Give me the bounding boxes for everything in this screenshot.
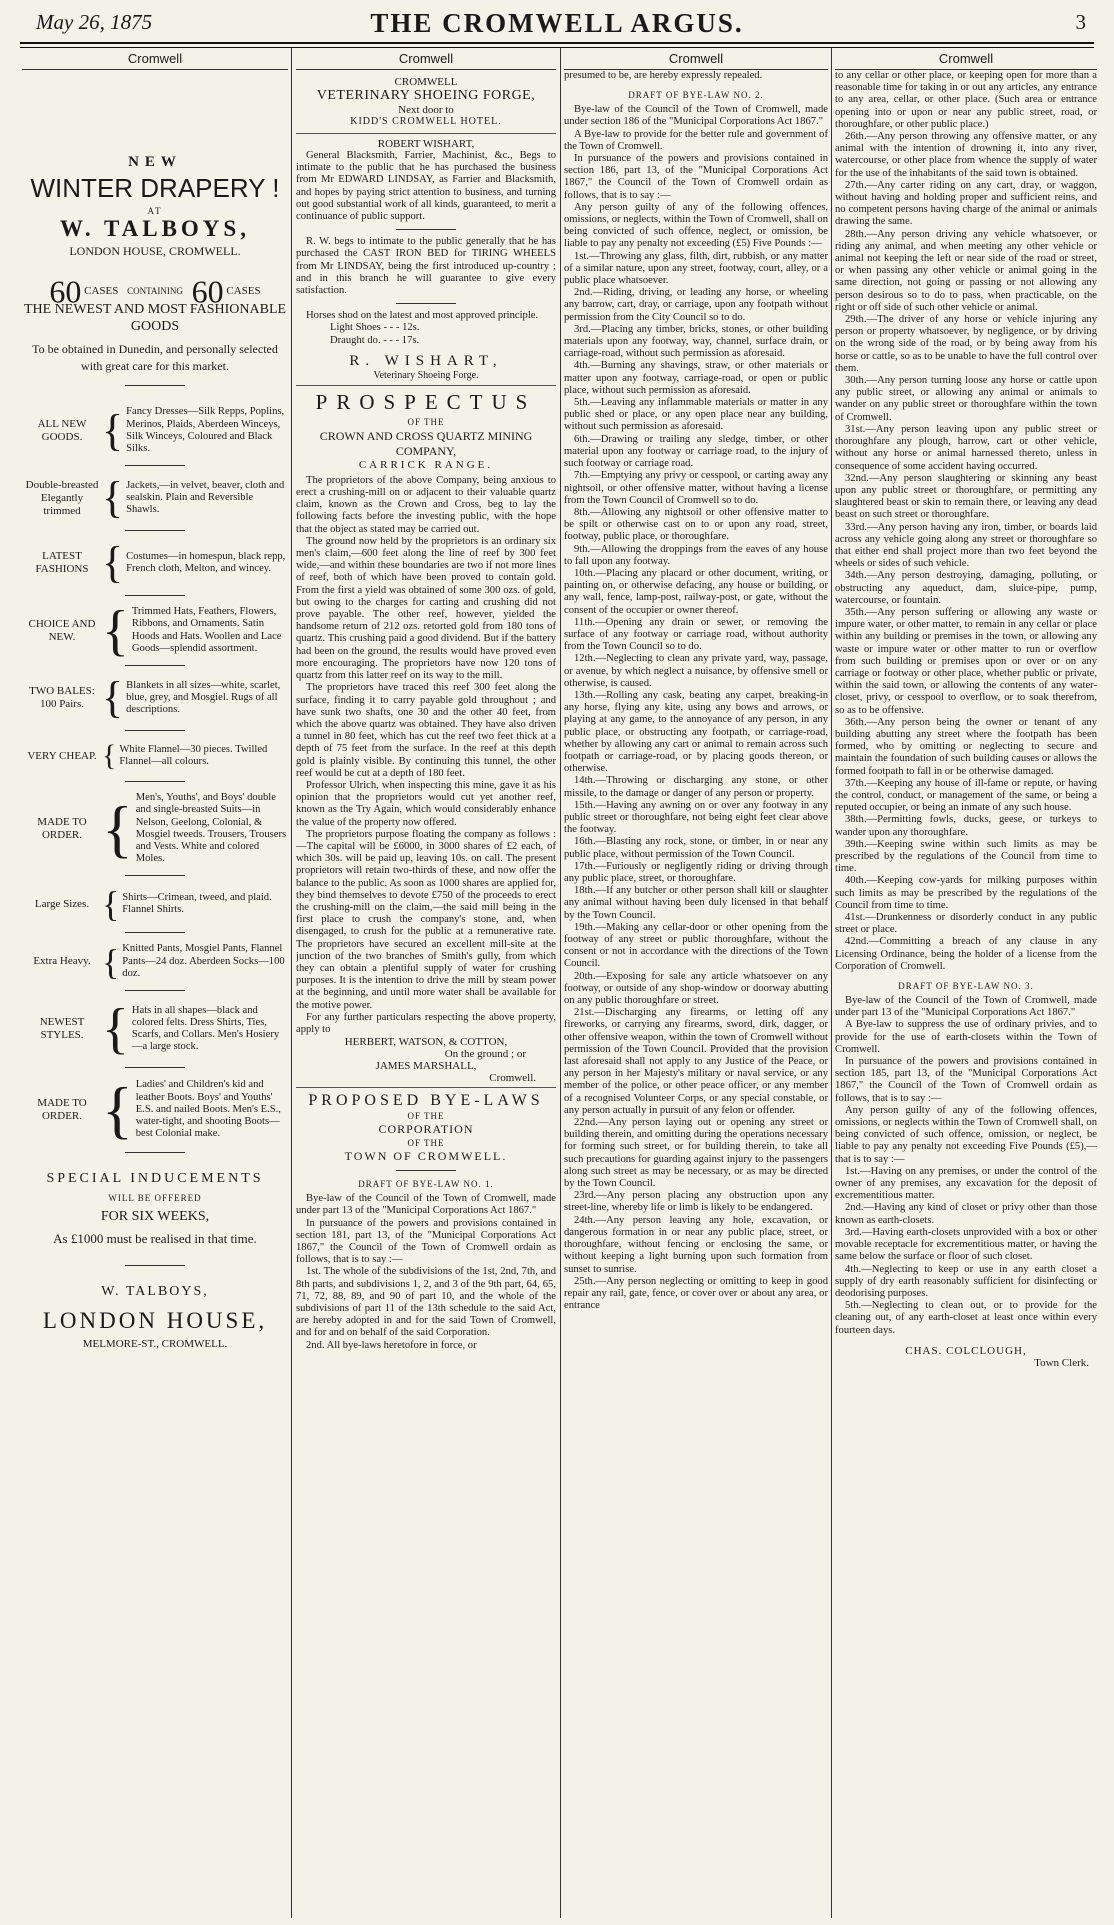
- byelaw-clause: 1st.—Having on any premises, or under the control of the owner of any premises, any excavation for the deposit of excrementitious matter.: [835, 1165, 1097, 1202]
- sig-london-house: LONDON HOUSE,: [42, 1307, 268, 1333]
- byelaw-clause: 3rd.—Having earth-closets unprovided with a box or other movable receptacle for excrementitious matter, or having the same below the surface or floor of such closet.: [835, 1226, 1097, 1263]
- byelaw-clause: 40th.—Keeping cow-yards for milking purposes within such limits as may be prescribed by the regulations of the Council from time to time.: [835, 875, 1097, 911]
- byelaw-text: Any person guilty of any of the following offences, omissions, or neglects within the Town of Cromwell shall, on being convicted of such offence, omission, or neglect, be liable to pay any penalty not exceeding Five Pounds (£5),—that is to say :—: [835, 1104, 1097, 1165]
- byelaw-clause: 32nd.—Any person slaughtering or skinning any beast upon any public street or thoroughfare, or permitting any slaughtered beast or skin to remain there, or leaving any dead beast on such street or thoroughfare.: [835, 472, 1097, 521]
- byelaw-clause: 8th.—Allowing any nightsoil or other offensive matter to be spilt or otherwise cast on to or upon any road, street, footway, public place, or thoroughfare.: [564, 506, 828, 543]
- byelaw-text: Bye-law of the Council of the Town of Cromwell, made under section 186 of the "Municipal Corporations Act 1867.": [564, 104, 828, 128]
- byelaw-clause: 17th.—Furiously or negligently riding or driving through any public place, street, or thoroughfare.: [564, 860, 828, 884]
- prospectus-text: The ground now held by the proprietors is an ordinary six men's claim,—600 feet along the line of reef by 300 feet wide,—and within these boundaries are two if not more lines of reef, both of which have been proved to contain gold. From the first a yield was obtained of some 300 ozs. of gold, but owing to the charges for carting and crushing did not prove payable. The other reef, however, yielded the handsome return of 212 ozs. retorted gold from 180 tons of quartz. This crushing paid a good dividend. But if the battery had been on the ground, the results would have proved even more encouraging. The proprietors have now 120 tons of quartz from this latter reef on its way to the mill.: [296, 535, 556, 682]
- agent-name: HERBERT, WATSON, & COTTON,: [344, 1036, 508, 1049]
- byelaw-clause: 21st.—Discharging any firearms, or letting off any fireworks, or carrying any firearms, sword, dirk, dagger, or other offensive weapon, within the town of Cromwell without permission of the Town Council. Provided that the provision last aforesaid shall not apply to any Justice of the Peace, or any person in her Majesty's military or naval service, or any member of the police, or other peace officer, or any member of a recognised Volunteer Corps, or any special constable, or any person actually in pursuit of any felon or offender.: [564, 1007, 828, 1116]
- goods-row: CHOICE AND NEW. { Trimmed Hats, Feathers, Flowers, Ribbons, and Ornaments. Satin Hoods and Hats. Woollen and Lace Goods—splendid assortment.: [22, 606, 288, 655]
- ad-winter-drapery: WINTER DRAPERY !: [30, 173, 280, 203]
- goods-items: Blankets in all sizes—white, scarlet, blue, grey, and Mosgiel. Rugs of all descriptions.: [126, 679, 281, 716]
- goods-label: VERY CHEAP.: [27, 749, 97, 762]
- byelaw-clause: 29th.—The driver of any horse or vehicle injuring any person or property whatsoever, by negligence, or by driving on the wrong side of the road, or by being away from his horse or cattle, so as to be unable to have the full control over them.: [835, 314, 1097, 374]
- byelaw-clause: 7th.—Emptying any privy or cesspool, or carting away any nightsoil, or other offensive matter, without having a license from the Town Council of Cromwell so to do.: [564, 470, 828, 506]
- byelaw-clause: 26th.—Any person throwing any offensive matter, or any animal with the intention of drowning it, into any river, watercourse, or other place from whence the supply of water for the use of the inhabitants of the said town is obtained.: [835, 131, 1097, 179]
- byelaw-clause: 25th.—Any person neglecting or omitting to keep in good repair any rail, gate, fence, or cover over or about any area, or entrance: [564, 1275, 828, 1312]
- goods-items: White Flannel—30 pieces. Twilled Flannel—all colours.: [119, 743, 268, 768]
- column-1-drapery-ad: [22, 48, 288, 1916]
- company-range: CARRICK RANGE.: [358, 458, 494, 471]
- ad-obtained: To be obtained in Dunedin, and personally selected with great care for this market.: [32, 342, 278, 374]
- byelaw-text: presumed to be, are hereby expressly repealed.: [564, 70, 763, 81]
- byelaw-clause: 5th.—Neglecting to clean out, or to provide for the cleaning out, of any earth-closet at least once within every fourteen days.: [835, 1300, 1097, 1336]
- byelaws-corporation: CORPORATION: [378, 1122, 474, 1137]
- byelaw-clause: 3rd.—Placing any timber, bricks, stones, or other building materials upon any footway, way, channel, surface drain, or carriage-road, without such permission as aforesaid.: [564, 323, 828, 360]
- byelaws-title: PROPOSED BYE-LAWS: [308, 1092, 544, 1110]
- goods-row: NEWEST STYLES. { Hats in all shapes—black and colored felts. Dress Shirts, Ties, Scarfs, and Collars. Men's Hosiery—a large stock.: [22, 1001, 288, 1057]
- byelaw-clause: 2nd.—Having any kind of closet or privy other than those known as earth-closets.: [835, 1202, 1097, 1226]
- forge-kidds: KIDD'S CROMWELL HOTEL.: [350, 116, 502, 127]
- agent-note: On the ground ; or: [444, 1048, 526, 1061]
- goods-items: Hats in all shapes—black and colored felts. Dress Shirts, Ties, Scarfs, and Collars. Men's Hosiery—a large stock.: [131, 1004, 280, 1053]
- byelaw-text: In pursuance of the powers and provisions contained in section 185, part 13, of the "Municipal Corporations Act 1867," the Council of the Town of Cromwell ordain as follows, that is to say :—: [835, 1056, 1097, 1104]
- byelaw-clause: 31st.—Any person leaving upon any public street or thoroughfare any plough, harrow, cart or other vehicle, without any horse or animal harnessed thereto, unless in consequence of some accident having occurred.: [835, 423, 1097, 472]
- byelaw-text: A Bye-law to suppress the use of ordinary privies, and to provide for the use of earth-closets within the Town of Cromwell.: [835, 1019, 1097, 1055]
- column-header: Cromwell: [296, 48, 556, 70]
- byelaw-clause: 36th.—Any person being the owner or tenant of any building abutting any street where the footpath has been formed, who by omitting or neglecting to secure and maintain the foundation of such building causes or allows the formed footpath to fall in or be otherwise damaged.: [835, 716, 1097, 777]
- byelaw-clause: 14th.—Throwing or discharging any stone, or other missile, to the damage or danger of any person or property.: [564, 775, 828, 799]
- goods-label: MADE TO ORDER.: [37, 1096, 87, 1122]
- draft-heading: DRAFT OF BYE-LAW NO. 2.: [628, 90, 764, 101]
- sig-talboys: W. TALBOYS,: [101, 1283, 209, 1299]
- for-six-weeks: FOR SIX WEEKS,: [100, 1208, 210, 1224]
- byelaw-clause: 34th.—Any person destroying, damaging, polluting, or obstructing any aqueduct, dam, sluice-pipe, pump, watercourse, or fountain.: [835, 570, 1097, 606]
- byelaw-clause: 28th.—Any person driving any vehicle whatsoever, or riding any animal, and when meeting any other vehicle or animal not keeping the left or near side of the road or street, or when passing any other vehicle or animal going in the same direction, not going or passing or not allowing any person desirous so to do to pass, when practicable, on the right or off side of such other vehicle or animal.: [835, 228, 1097, 313]
- byelaw-text: 2nd. All bye-laws heretofore in force, or: [306, 1339, 477, 1351]
- ad-new: NEW: [128, 154, 182, 170]
- column-divider: [291, 48, 292, 1918]
- prospectus-text: The proprietors purpose floating the company as follows :—The capital will be £6000, in 3000 shares of £2 each, of which 30s. will be paid up, leaving 10s. on call. The present proprietors will retain two-thirds of these, and now offer the balance to the public. As soon as 1000 shares are applied for, they bind themselves to devote £750 of the proceeds to erect the crushing-mill on the claim,—the said mill being in the first place to crush the company's stone, and, when disengaged, to crush for the public at a remunerative rate. The proprietors have secured an excellent mill-site at the junction of the two branches of Smith's gully, from which they can obtain a plentiful supply of water for crushing purposes. It is the intention to drive the mill by steam power at the beginning, and until more water shall be available for the motive power.: [296, 828, 556, 1011]
- byelaw-clause: 18th.—If any butcher or other person shall kill or slaughter any animal without having been duly licensed in that behalf by the Town Council.: [564, 885, 828, 921]
- realised-line: As £1000 must be realised in that time.: [53, 1230, 257, 1246]
- ad-at: AT: [147, 206, 163, 216]
- byelaw-clause: 11th.—Opening any drain or sewer, or removing the surface of any footway or carriage road, without authority from the Town Council so to do.: [564, 616, 828, 653]
- byelaw-clause: to any cellar or other place, or keeping open for more than a reasonable time for taking in or out any articles, any entrance to any area, cellar, or other place. (Such area or entrance opening into or upon or near any public street, road, or thoroughfare, or other public place.): [835, 70, 1097, 130]
- goods-items: Shirts—Crimean, tweed, and plaid. Flannel Shirts.: [122, 892, 272, 916]
- price-draught: Draught do. - - - 17s.: [330, 334, 420, 346]
- goods-row: Double-breasted Elegantly trimmed { Jackets,—in velvet, beaver, cloth and sealskin. Plain and Reversible Shawls.: [22, 476, 288, 520]
- byelaw-clause: 33rd.—Any person having any iron, timber, or boards laid across any vehicle going along any street or thoroughfare so that either end shall project more than two feet beyond the wheels or sides of such vehicle.: [835, 521, 1097, 570]
- masthead: [0, 0, 1114, 44]
- sig-street: MELMORE-ST., CROMWELL.: [82, 1337, 228, 1350]
- goods-row: Large Sizes. { Shirts—Crimean, tweed, and plaid. Flannel Shirts.: [22, 886, 288, 922]
- forge-text: Horses shod on the latest and most approved principle.: [306, 310, 539, 322]
- newspaper-title: THE CROMWELL ARGUS.: [370, 8, 744, 38]
- forge-owner: ROBERT WISHART,: [296, 133, 556, 150]
- draft-heading: DRAFT OF BYE-LAW NO. 3.: [898, 981, 1034, 992]
- byelaw-clause: 4th.—Neglecting to keep or use in any earth closet a supply of dry earth reasonably sufficient for disinfecting or deodorising purposes.: [835, 1263, 1097, 1299]
- byelaw-clause: 16th.—Blasting any rock, stone, or timber, in or near any public place, without permission of the Town Council.: [564, 836, 828, 860]
- byelaw-clause: 13th.—Rolling any cask, beating any carpet, breaking-in any horse, flying any kite, using any bows and arrows, or playing at any game, to the annoyance of any person, in any public place, or obstructing any footpath, or carriage-road, whether by allowing any cart or animal to remain across such footpath or carriage-road, or by placing goods thereon, or otherwise.: [564, 689, 828, 775]
- byelaw-text: 1st. The whole of the subdivisions of the 1st, 2nd, 7th, and 8th parts, and subdivisions 1, 2, and 3 of the 9th part, 64, 65, 71, 72, 88, 89, and 90 of part 10, and the whole of the subdivisions of part 11 of the 13th schedule to the said Act, are hereby adopted in and for the said Town of Cromwell, and for and on behalf of the said Corporation.: [296, 1266, 556, 1339]
- byelaw-clause: 35th.—Any person suffering or allowing any waste or impure water, or other matter, to remain in any cellar or place within any building or premises in the town, or allowing any waste or impure water or other matter to run or overflow from such building or premises upon or over or on any carriage or footway or other place, whether public or private, within the said town, or allowing the contents of any water-closet, privy, or cesspool to overflow, or to soak therefrom, so as to be offensive.: [835, 606, 1097, 716]
- issue-date: May 26, 1875: [36, 10, 153, 34]
- column-3: [564, 48, 828, 1916]
- company-name: CROWN AND CROSS QUARTZ MINING COMPANY,: [319, 428, 533, 458]
- byelaw-clause: 2nd.—Riding, driving, or leading any horse, or wheeling any barrow, cart, dray, or carriage, upon any footpath without permission from the City Council so to do.: [564, 287, 828, 323]
- goods-label: Extra Heavy.: [33, 955, 91, 968]
- byelaw-clause: 12th.—Neglecting to clean any private yard, way, passage, or avenue, by which neglect a nuisance, by offensive smell or otherwise, is caused.: [564, 653, 828, 689]
- page-number: 3: [1075, 10, 1086, 34]
- goods-row: TWO BALES: 100 Pairs. { Blankets in all sizes—white, scarlet, blue, grey, and Mosgiel. Rugs of all descriptions.: [22, 676, 288, 720]
- special-inducements: SPECIAL INDUCEMENTS: [46, 1170, 264, 1186]
- ad-talboys: W. TALBOYS,: [60, 216, 250, 241]
- forge-sig-title: Veterinary Shoeing Forge.: [296, 370, 556, 386]
- byelaw-text: In pursuance of the powers and provisions contained in section 186, part 13, of the "Municipal Corporations Act 1867," the Council of the Town of Cromwell ordain as follows, that is to say :—: [564, 153, 828, 201]
- goods-items: Costumes—in homespun, black repp, French cloth, Melton, and wincey.: [126, 551, 286, 575]
- byelaw-clause: 38th.—Permitting fowls, ducks, geese, or turkeys to wander upon any thoroughfare.: [835, 814, 1097, 838]
- byelaw-text: In pursuance of the powers and provisions contained in section 181, part 13, of the "Municipal Corporations Act 1867," the Council of the Town of Cromwell ordain as follows, that is to say :—: [296, 1217, 556, 1266]
- byelaw-clause: 10th.—Placing any placard or other document, writing, or painting on, or otherwise defacing, any house or building, or any wall, fence, lamp-post, railway-post, or gate, without the consent of the occupier or owner thereof.: [564, 567, 828, 616]
- column-header: Cromwell: [564, 48, 828, 70]
- column-header: Cromwell: [22, 48, 288, 70]
- prospectus-text: The proprietors of the above Company, being anxious to erect a crushing-mill on or adjacent to their valuable quartz claim, known as the Crown and Cross, beg to lay the following facts before the investing public, with the hope that the object as stated may be carried out.: [296, 474, 556, 535]
- goods-items: Jackets,—in velvet, beaver, cloth and sealskin. Plain and Reversible Shawls.: [126, 479, 285, 516]
- byelaw-clause: 6th.—Drawing or trailing any sledge, timber, or other material upon any footway or carriage road, to the injury of such footway or carriage road.: [564, 433, 828, 470]
- column-4: [835, 48, 1097, 1916]
- goods-items: Fancy Dresses—Silk Repps, Poplins, Merinos, Plaids, Aberdeen Winceys, Silk Winceys, Coloured and Black Silks.: [126, 406, 285, 455]
- prospectus-title: PROSPECTUS: [315, 389, 537, 414]
- byelaw-clause: 19th.—Making any cellar-door or other opening from the footway of any street or public thoroughfare, without the consent or not in accordance with the directions of the Town Council.: [564, 921, 828, 970]
- goods-label: TWO BALES: 100 Pairs.: [29, 685, 95, 711]
- byelaw-clause: 4th.—Burning any shavings, straw, or other materials or matter upon any footway, carriage-road, or open or public place, without such permission as aforesaid.: [564, 360, 828, 396]
- forge-text: General Blacksmith, Farrier, Machinist, &c., Begs to intimate to the public that he has purchased the business from Mr EDWARD LINDSAY, as Farrier and Blacksmith, and hopes by paying strict attention to business, and turning out good substantial work of all kinds, guaranteed, to merit a continuance of public support.: [296, 150, 556, 223]
- column-divider: [831, 48, 832, 1918]
- forge-title: VETERINARY SHOEING FORGE,: [316, 88, 536, 103]
- goods-row: Extra Heavy. { Knitted Pants, Mosgiel Pants, Flannel Pants—24 doz. Aberdeen Socks—100 doz.: [22, 943, 288, 980]
- byelaw-clause: 41st.—Drunkenness or disorderly conduct in any public street or place.: [835, 912, 1097, 936]
- goods-row: VERY CHEAP. { White Flannel—30 pieces. Twilled Flannel—all colours.: [22, 741, 288, 771]
- goods-items: Men's, Youths', and Boys' double and single-breasted Suits—in Nelson, Geelong, Colonial, & Mosgiel tweeds. Trousers, Trousers and Vests. White and colored Moles.: [135, 792, 287, 865]
- byelaws-town: TOWN OF CROMWELL.: [344, 1149, 508, 1164]
- goods-row: MADE TO ORDER. { Ladies' and Children's kid and leather Boots. Boys' and Youths' E.S. and nailed Boots. Men's E.S., water-tight, and shooting Boots—best Colonial make.: [22, 1078, 288, 1142]
- prospectus-text: For any further particulars respecting the above property, apply to: [296, 1011, 556, 1035]
- goods-label: LATEST FASHIONS: [35, 550, 89, 576]
- ad-cases-line: 60 CASES CONTAINING 60 CASES: [49, 273, 261, 310]
- byelaw-text: Bye-law of the Council of the Town of Cromwell, made under part 13 of the "Municipal Corporations Act 1867.": [296, 1193, 556, 1217]
- byelaw-clause: 39th.—Keeping swine within such limits as may be prescribed by the regulations of the Council from time to time.: [835, 838, 1097, 875]
- will-be-offered: WILL BE OFFERED: [108, 1192, 202, 1203]
- byelaw-clause: 30th.—Any person turning loose any horse or cattle upon any public street, or allowing any animal or animals to wander on any public street or thoroughfare within the town of Cromwell.: [835, 375, 1097, 423]
- goods-row: LATEST FASHIONS { Costumes—in homespun, black repp, French cloth, Melton, and wincey.: [22, 541, 288, 585]
- goods-label: ALL NEW GOODS.: [37, 417, 87, 443]
- goods-label: CHOICE AND NEW.: [28, 617, 96, 643]
- goods-label: MADE TO ORDER.: [37, 815, 87, 841]
- byelaw-clause: 24th.—Any person leaving any hole, excavation, or dangerous formation in or near any public place, street, or thoroughfare, without fencing or enclosing the same, or without keeping a light burning upon such formation from sunset to sunrise.: [564, 1214, 828, 1275]
- ad-london-house: LONDON HOUSE, CROMWELL.: [69, 244, 241, 258]
- byelaw-text: Bye-law of the Council of the Town of Cromwell, made under part 13 of the "Municipal Corporations Act 1867.": [835, 995, 1097, 1019]
- byelaw-clause: 9th.—Allowing the droppings from the eaves of any house to fall upon any footway.: [564, 543, 828, 567]
- forge-town: CROMWELL: [394, 76, 458, 88]
- goods-items: Trimmed Hats, Feathers, Flowers, Ribbons, and Ornaments. Satin Hoods and Hats. Woollen and Lace Goods—splendid assortment.: [131, 606, 282, 654]
- town-clerk-title: Town Clerk.: [1034, 1356, 1089, 1369]
- byelaw-clause: 37th.—Keeping any house of ill-fame or repute, or having the control, conduct, or management of the same, or being a reputed occupier, or being an inmate of any such house.: [835, 777, 1097, 814]
- forge-sig: R. WISHART,: [349, 352, 503, 369]
- goods-row: ALL NEW GOODS. { Fancy Dresses—Silk Repps, Poplins, Merinos, Plaids, Aberdeen Winceys, Silk Winceys, Coloured and Black Silks.: [22, 406, 288, 455]
- draft-heading: DRAFT OF BYE-LAW NO. 1.: [358, 1179, 494, 1190]
- byelaw-clause: 23rd.—Any person placing any obstruction upon any street-line, whereby life or limb is likely to be endangered.: [564, 1190, 828, 1214]
- goods-label: Double-breasted Elegantly trimmed: [25, 478, 99, 517]
- agent-town: Cromwell.: [296, 1072, 556, 1088]
- ad-newest-goods: THE NEWEST AND MOST FASHIONABLE GOODS: [23, 302, 287, 335]
- column-2: Cromwell CROMWELL VETERINARY SHOEING FORGE, Next door to KIDD'S CROMWELL HOTEL. ROBERT WISHART, General Blacksmith, Farrier, Machinist, &c., Begs to intimate to the public that he has purchased the business from Mr EDWARD LINDSAY, as Farrier and Blacksmith, and hopes by paying strict attention to business, and turning out good substantial work of all kinds, guaranteed, to merit a continuance of public support. R. W. begs to intimate to the public generally that he has purchased the CAST IRON BED for TIRING WHEELS from Mr LINDSAY, being the first introduced up-country ; and in this branch he will guarantee to give every satisfaction. Horses shod on the latest and most approved principle. Light Shoes - - - 12s. Draught do. - - - 17s. R. WISHART, Veterinary Shoeing Forge. PROSPECTUS OF THE CROWN AND CROSS QUARTZ MINING COMPANY, CARRICK RANGE. The proprietors of the above Company, being anxious to erect a crushing-mill on or adjacent to their valuable quartz claim, known as the Crown and Cross, beg to lay the following facts before the investing public, with the hope that the object as stated may be carried out. The ground now held by the proprietors is an ordinary six men's claim,—600 feet along the line of reef by 300 feet wide,—and within these boundaries are two if not more lines of reef, both of which have been proved to contain gold. From the first a yield was obtained of some 300 ozs. of gold, but owing to the charges for carting and crushing did not prove payable. The other reef, however, yielded the handsome return of 212 ozs. retorted gold from 180 tons of quartz. This crushing paid a good dividend. But if the battery had been on the ground, the results would have proved even more encouraging. The proprietors have now 120 tons of quartz from this latter reef on its way to the mill. The proprietors have traced this reef 300 feet along the surface, finding it to carry payable gold throughout ; and have sunk two shafts, one 30 and the other 40 feet, from which the above quartz was obtained. They have also driven a tunnel in 80 feet, which has cut the reef two feet thick at a depth of 75 feet from the surface. In the reef at this depth gold is plainly visible. By continuing this tunnel, the other reef would be cut at a depth of 180 feet. Professor Ulrich, when inspecting this mine, gave it as his opinion that the proprietors would cut yet another reef, known as the Try Again, which would considerably enhance the value of the property now offered. The proprietors purpose floating the company as follows :—The capital will be £6000, in 3000 shares of £2 each, of which 30s. will be paid up, leaving 10s. on call. The present proprietors will retain two-thirds of these, and now offer the balance to the public. As soon as 1000 shares are applied for, they bind themselves to devote £750 of the proceeds to erect the crushing-mill on the claim,—the said mill being in the first place to crush the company's stone, and, when disengaged, to crush for the public at a remunerative rate. The proprietors have secured an excellent mill-site at the junction of the two branches of Smith's gully, from which they can obtain a plentiful supply of water for crushing purposes. It is the intention to drive the mill by steam power at the beginning, and until more water shall be available for the motive power. For any further particulars respecting the above property, apply to HERBERT, WATSON, & COTTON, On the ground ; or JAMES MARSHALL, Cromwell. PROPOSED BYE-LAWS OF THE CORPORATION OF THE TOWN OF CROMWELL. DRAFT OF BYE-LAW NO. 1. Bye-law of the Council of the Town of Cromwell, made under part 13 of the "Municipal Corporations Act 1867." In pursuance of the powers and provisions contained in section 181, part 13, of the "Municipal Corporations Act 1867," the Council of the Town of Cromwell ordain as follows, that is to say :— 1st. The whole of the subdivisions of the 1st, 2nd, 7th, and 8th parts, and subdivisions 1, 2, and 3 of the 9th part, 64, 65, 71, 72, 88, 89, and 90 of part 10, and the whole of the subdivisions of part 11 of the 13th schedule to the said Act, are hereby adopted in and for the said Town of Cromwell, and for and on behalf of the said Corporation. 2nd. All bye-laws heretofore in force, or: [296, 48, 556, 1916]
- byelaw-clause: 1st.—Throwing any glass, filth, dirt, rubbish, or any matter of a similar nature, upon any street, footway, court, alley, or a public place whatsoever.: [564, 250, 828, 287]
- byelaw-clause: 42nd.—Committing a breach of any clause in any Licensing Ordinance, being the holder of a license from the Corporation of Cromwell.: [835, 936, 1097, 972]
- byelaw-clause: 5th.—Leaving any inflammable materials or matter in any public shed or place, or any open place near any building, without such permission as aforesaid.: [564, 397, 828, 433]
- goods-label: Large Sizes.: [34, 897, 90, 910]
- town-clerk-name: CHAS. COLCLOUGH,: [905, 1344, 1027, 1357]
- agent-name: JAMES MARSHALL,: [375, 1060, 477, 1073]
- price-light-shoes: Light Shoes - - - 12s.: [330, 322, 420, 334]
- byelaw-clause: 15th.—Having any awning on or over any footway in any public street or thoroughfare, not being eight feet clear above the footway.: [564, 799, 828, 836]
- byelaw-clause: 20th.—Exposing for sale any article whatsoever on any footway, or outside of any shop-window or doorway abutting on any public thoroughfare or street.: [564, 970, 828, 1007]
- goods-items: Ladies' and Children's kid and leather Boots. Boys' and Youths' E.S. and nailed Boots. Men's E.S., water-tight, and shooting Boots—best Colonial make.: [135, 1079, 281, 1140]
- byelaw-clause: 27th.—Any carter riding on any cart, dray, or waggon, without having and holding proper and sufficient reins, and no competent persons having charge of the animal or animals drawing the same.: [835, 179, 1097, 228]
- byelaw-text: Any person guilty of any of the following offences, omissions, or neglects, within the Town of Cromwell, shall on being convicted of such offence, neglect, or omission, be liable to pay any penalty not exceeding (£5) Five Pounds :—: [564, 201, 828, 250]
- prospectus-text: The proprietors have traced this reef 300 feet along the surface, finding it to carry payable gold throughout ; and have sunk two shafts, one 30 and the other 40 feet, from which the above quartz was obtained. They have also driven a tunnel in 80 feet, which has cut the reef two feet thick at a depth of 75 feet from the surface. In the reef at this depth gold is plainly visible. By continuing this tunnel, the other reef would be cut at a depth of 180 feet.: [296, 682, 556, 779]
- goods-items: Knitted Pants, Mosgiel Pants, Flannel Pants—24 doz. Aberdeen Socks—100 doz.: [122, 943, 285, 979]
- column-header: Cromwell: [835, 48, 1097, 70]
- prospectus-text: Professor Ulrich, when inspecting this mine, gave it as his opinion that the proprietors would cut yet another reef, known as the Try Again, which would considerably enhance the value of the property now offered.: [296, 779, 556, 828]
- forge-text: R. W. begs to intimate to the public generally that he has purchased the CAST IRON BED for TIRING WHEELS from Mr LINDSAY, being the first introduced up-country ; and in this branch he will guarantee to give every satisfaction.: [296, 236, 556, 297]
- byelaw-clause: 22nd.—Any person laying out or opening any street or building therein, and omitting during the operations necessary for forming such street, or for building therein, to take all such precautions for guarding against injury to the passengers along such street as may be necessary, or as may be directed by the Town Council.: [564, 1117, 828, 1190]
- forge-next: Next door to: [398, 104, 454, 116]
- goods-row: MADE TO ORDER. { Men's, Youths', and Boys' double and single-breasted Suits—in Nelson, Geelong, Colonial, & Mosgiel tweeds. Trousers, Trousers and Vests. White and colored Moles.: [22, 792, 288, 865]
- column-divider: [560, 48, 561, 1918]
- goods-label: NEWEST STYLES.: [39, 1015, 85, 1041]
- byelaw-text: A Bye-law to provide for the better rule and government of the Town of Cromwell.: [564, 128, 828, 152]
